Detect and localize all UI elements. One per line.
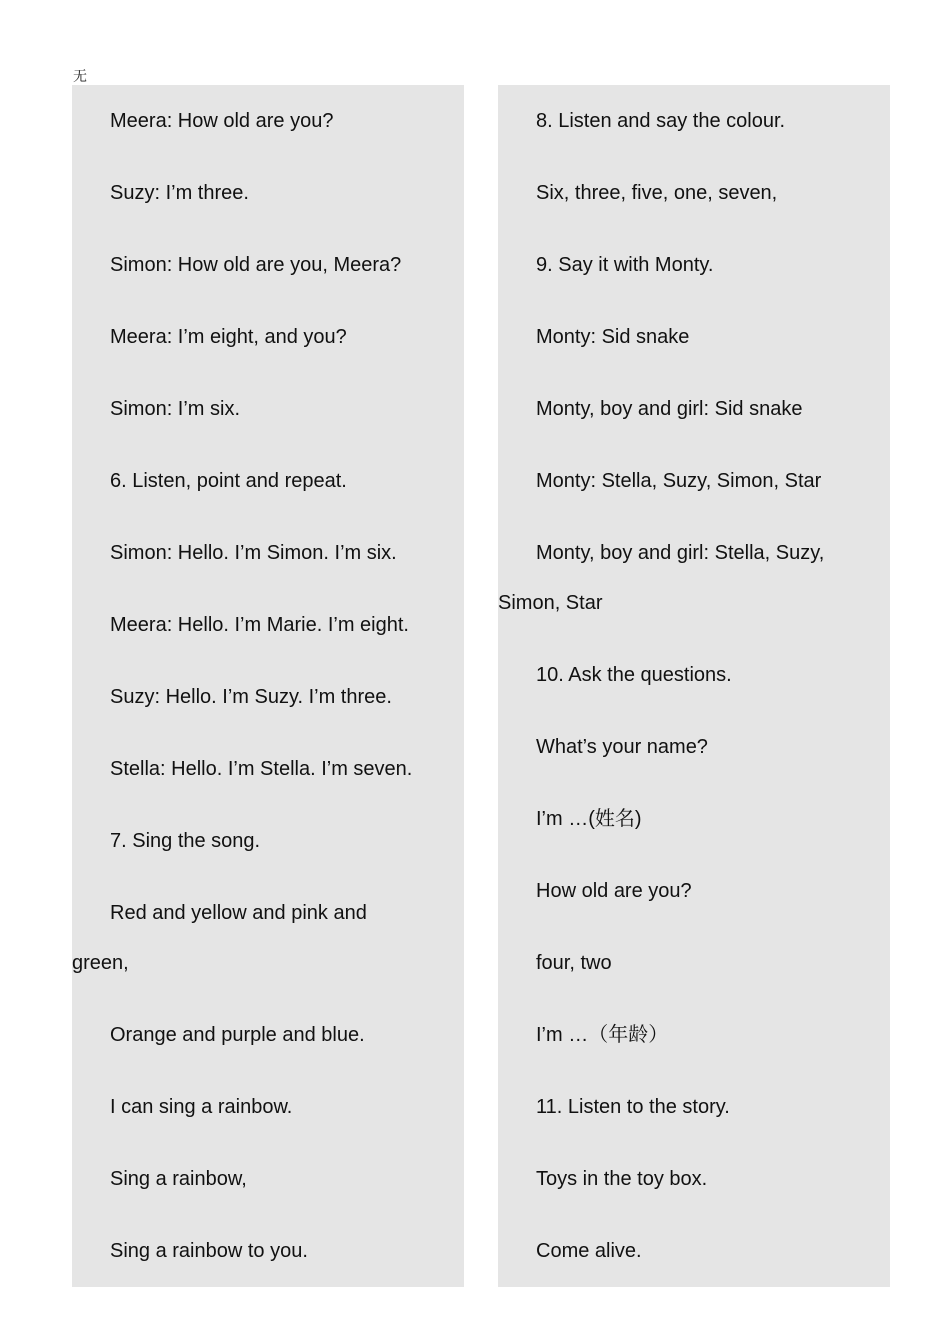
wrapped-text-line bbox=[72, 877, 464, 999]
wrapped-line-first: Red and yellow and pink and bbox=[110, 902, 367, 924]
text-line: Meera: I’m eight, and you? bbox=[72, 301, 464, 373]
text-line: 10. Ask the questions. bbox=[498, 639, 890, 711]
text-line: What’s your name? bbox=[498, 711, 890, 783]
text-line: 8. Listen and say the colour. bbox=[498, 85, 890, 157]
left-column bbox=[72, 85, 464, 1287]
text-line: Suzy: Hello. I’m Suzy. I’m three. bbox=[72, 661, 464, 733]
text-line: I’m …（年龄） bbox=[498, 999, 890, 1071]
wrapped-line-second: green, bbox=[72, 952, 129, 974]
text-line: I can sing a rainbow. bbox=[72, 1071, 464, 1143]
text-line: Orange and purple and blue. bbox=[72, 999, 464, 1071]
text-line: Simon: How old are you, Meera? bbox=[72, 229, 464, 301]
text-line: Simon: I’m six. bbox=[72, 373, 464, 445]
wrapped-text-line bbox=[498, 517, 890, 639]
text-line: Come alive. bbox=[498, 1215, 890, 1287]
text-line: How old are you? bbox=[498, 855, 890, 927]
text-line: Monty: Sid snake bbox=[498, 301, 890, 373]
header-mark: 无 bbox=[73, 69, 87, 85]
wrapped-line-first: Monty, boy and girl: Stella, Suzy, bbox=[536, 542, 825, 564]
text-line: Monty: Stella, Suzy, Simon, Star bbox=[498, 445, 890, 517]
text-line: 11. Listen to the story. bbox=[498, 1071, 890, 1143]
text-line: Meera: How old are you? bbox=[72, 85, 464, 157]
text-line: 9. Say it with Monty. bbox=[498, 229, 890, 301]
text-line: 6. Listen, point and repeat. bbox=[72, 445, 464, 517]
text-line: Monty, boy and girl: Sid snake bbox=[498, 373, 890, 445]
text-line: Toys in the toy box. bbox=[498, 1143, 890, 1215]
text-line: Sing a rainbow to you. bbox=[72, 1215, 464, 1287]
text-line: Six, three, five, one, seven, bbox=[498, 157, 890, 229]
text-line: Suzy: I’m three. bbox=[72, 157, 464, 229]
text-line: four, two bbox=[498, 927, 890, 999]
text-line: 7. Sing the song. bbox=[72, 805, 464, 877]
text-line: Meera: Hello. I’m Marie. I’m eight. bbox=[72, 589, 464, 661]
text-line: Stella: Hello. I’m Stella. I’m seven. bbox=[72, 733, 464, 805]
wrapped-line-second: Simon, Star bbox=[498, 592, 603, 614]
text-line: Sing a rainbow, bbox=[72, 1143, 464, 1215]
text-line: Simon: Hello. I’m Simon. I’m six. bbox=[72, 517, 464, 589]
right-column bbox=[498, 85, 890, 1287]
text-line: I’m …(姓名) bbox=[498, 783, 890, 855]
